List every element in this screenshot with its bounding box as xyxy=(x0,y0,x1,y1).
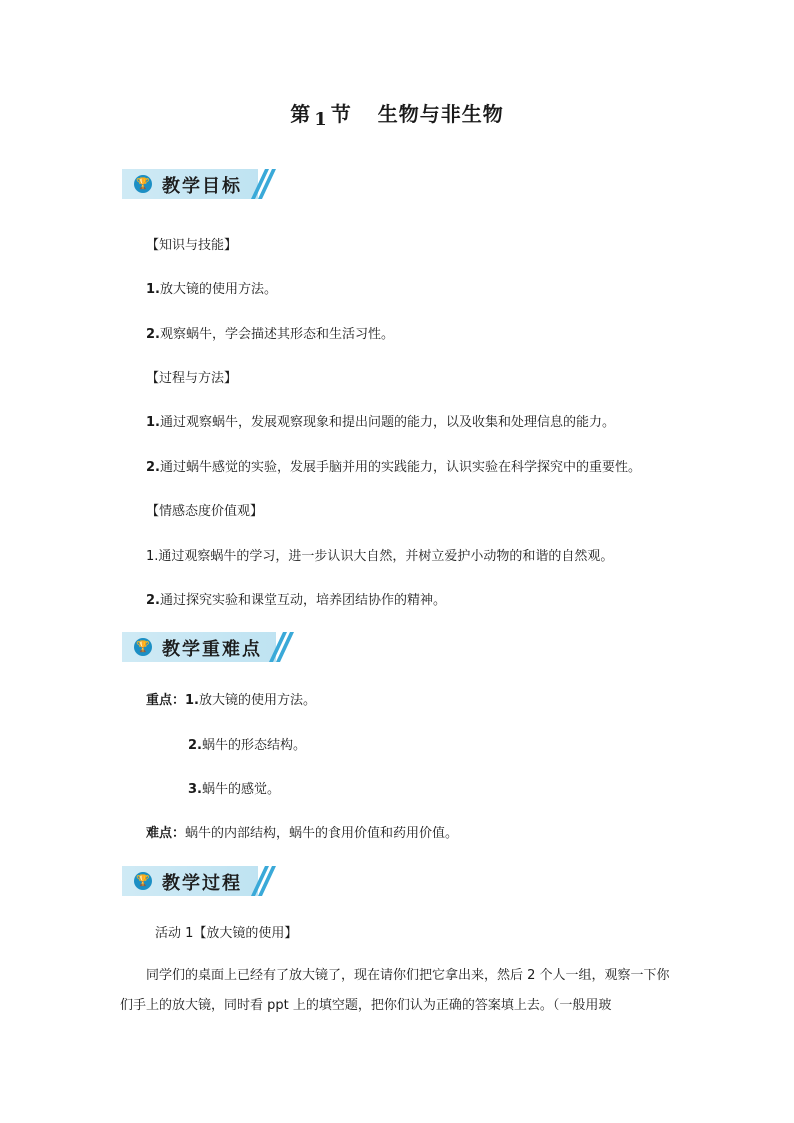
title-suffix: 节 xyxy=(330,102,352,126)
focus-item: 重点：1.放大镜的使用方法。 xyxy=(146,693,317,708)
goal-item: 1.通过观察蜗牛，发展观察现象和提出问题的能力，以及收集和处理信息的能力。 xyxy=(146,415,615,430)
section-banner-process xyxy=(122,866,272,896)
section-heading-keys: 教学重难点 xyxy=(162,639,262,660)
page-title xyxy=(0,98,794,130)
knowledge-heading: 【知识与技能】 xyxy=(146,238,238,253)
trophy-icon: 🏆 xyxy=(134,638,152,656)
title-number: 1 xyxy=(314,109,328,130)
process-method-heading: 【过程与方法】 xyxy=(146,371,238,386)
trophy-icon: 🏆 xyxy=(134,175,152,193)
difficulty-item: 难点：蜗牛的内部结构，蜗牛的食用价值和药用价值。 xyxy=(146,826,459,841)
section-banner-goals xyxy=(122,169,272,199)
goal-item: 2.观察蜗牛，学会描述其形态和生活习性。 xyxy=(146,327,394,342)
title-name: 生物与非生物 xyxy=(377,102,504,126)
goal-item: 1.放大镜的使用方法。 xyxy=(146,282,277,297)
body-paragraph: 同学们的桌面上已经有了放大镜了，现在请你们把它拿出来，然后 2 个人一组，观察一下你们手上的放大镜，同时看 ppt 上的填空题，把你们认为正确的答案填上去。（一般用玻 xyxy=(120,968,670,1013)
section-heading-goals: 教学目标 xyxy=(162,176,242,197)
goal-item: 2.通过蜗牛感觉的实验，发展手脑并用的实践能力，认识实验在科学探究中的重要性。 xyxy=(146,460,641,475)
section-banner-keys xyxy=(122,632,290,662)
section-heading-process: 教学过程 xyxy=(162,873,242,894)
trophy-icon: 🏆 xyxy=(134,872,152,890)
activity-heading: 活动 1【放大镜的使用】 xyxy=(155,926,298,941)
goal-item: 1.通过观察蜗牛的学习，进一步认识大自然，并树立爱护小动物的和谐的自然观。 xyxy=(146,549,614,564)
title-prefix: 第 xyxy=(290,102,312,126)
emotion-heading: 【情感态度价值观】 xyxy=(146,504,264,519)
focus-item: 3.蜗牛的感觉。 xyxy=(188,782,280,797)
goal-item: 2.通过探究实验和课堂互动，培养团结协作的精神。 xyxy=(146,593,446,608)
focus-item: 2.蜗牛的形态结构。 xyxy=(188,738,306,753)
